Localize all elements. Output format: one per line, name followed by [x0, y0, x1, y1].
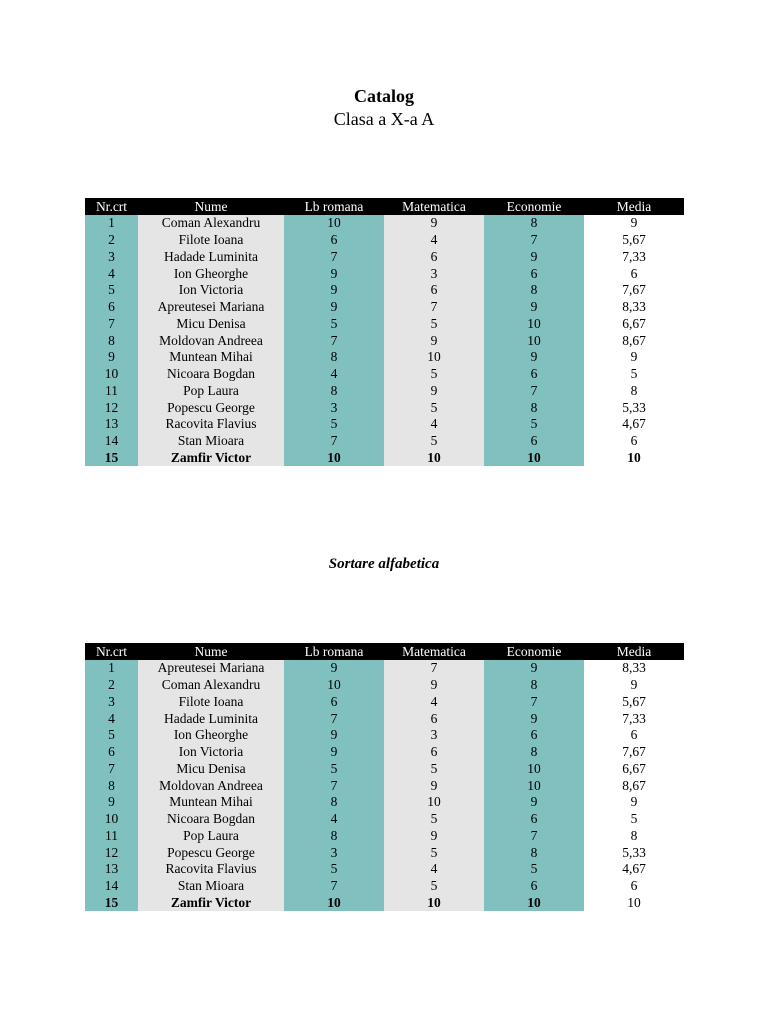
cell-media: 6,67	[584, 316, 684, 333]
cell-media: 7,67	[584, 282, 684, 299]
cell-media: 8,67	[584, 777, 684, 794]
cell-media: 5,67	[584, 232, 684, 249]
cell-media: 10	[584, 450, 684, 467]
cell-economie: 8	[484, 744, 584, 761]
cell-media: 6	[584, 727, 684, 744]
cell-nume: Coman Alexandru	[138, 215, 284, 232]
table-row	[85, 366, 684, 383]
cell-economie: 8	[484, 677, 584, 694]
cell-nr-crt: 7	[85, 761, 138, 778]
cell-matematica: 5	[384, 844, 484, 861]
cell-nr-crt: 3	[85, 694, 138, 711]
cell-nr-crt: 5	[85, 727, 138, 744]
cell-economie: 6	[484, 265, 584, 282]
cell-media: 8,33	[584, 299, 684, 316]
cell-economie: 5	[484, 861, 584, 878]
header-nume: Nume	[138, 198, 284, 215]
cell-economie: 9	[484, 710, 584, 727]
table-row	[85, 433, 684, 450]
cell-lb-romana: 4	[284, 811, 384, 828]
cell-media: 8	[584, 383, 684, 400]
cell-nr-crt: 12	[85, 844, 138, 861]
cell-media: 5,33	[584, 399, 684, 416]
cell-matematica: 4	[384, 861, 484, 878]
cell-economie: 9	[484, 794, 584, 811]
cell-lb-romana: 5	[284, 861, 384, 878]
cell-nume: Pop Laura	[138, 383, 284, 400]
cell-lb-romana: 9	[284, 282, 384, 299]
cell-nume: Ion Gheorghe	[138, 265, 284, 282]
cell-economie: 8	[484, 844, 584, 861]
cell-lb-romana: 9	[284, 744, 384, 761]
cell-nr-crt: 10	[85, 811, 138, 828]
table-row	[85, 265, 684, 282]
table-row	[85, 794, 684, 811]
table-row	[85, 215, 684, 232]
cell-lb-romana: 6	[284, 232, 384, 249]
cell-economie: 10	[484, 777, 584, 794]
cell-media: 5	[584, 811, 684, 828]
cell-media: 7,33	[584, 249, 684, 266]
cell-lb-romana: 8	[284, 383, 384, 400]
cell-lb-romana: 7	[284, 332, 384, 349]
cell-lb-romana: 8	[284, 794, 384, 811]
cell-nume: Ion Victoria	[138, 744, 284, 761]
cell-media: 4,67	[584, 861, 684, 878]
table-header-row	[85, 198, 684, 215]
cell-matematica: 7	[384, 299, 484, 316]
table-row	[85, 399, 684, 416]
cell-nr-crt: 7	[85, 316, 138, 333]
cell-lb-romana: 10	[284, 215, 384, 232]
cell-lb-romana: 9	[284, 727, 384, 744]
cell-matematica: 5	[384, 366, 484, 383]
cell-nume: Racovita Flavius	[138, 861, 284, 878]
cell-lb-romana: 9	[284, 299, 384, 316]
cell-nr-crt: 13	[85, 416, 138, 433]
table-row	[85, 282, 684, 299]
cell-media: 9	[584, 349, 684, 366]
table-row	[85, 861, 684, 878]
cell-economie: 9	[484, 349, 584, 366]
cell-nr-crt: 11	[85, 828, 138, 845]
table-row	[85, 744, 684, 761]
cell-nume: Ion Victoria	[138, 282, 284, 299]
cell-matematica: 9	[384, 828, 484, 845]
cell-economie: 6	[484, 366, 584, 383]
cell-nr-crt: 11	[85, 383, 138, 400]
table-row	[85, 316, 684, 333]
cell-economie: 7	[484, 232, 584, 249]
cell-nume: Filote Ioana	[138, 232, 284, 249]
table-row	[85, 710, 684, 727]
cell-matematica: 5	[384, 433, 484, 450]
header-economie: Economie	[484, 198, 584, 215]
cell-media: 9	[584, 215, 684, 232]
table-row	[85, 450, 684, 467]
cell-nr-crt: 2	[85, 677, 138, 694]
cell-nr-crt: 13	[85, 861, 138, 878]
document-title: Catalog	[354, 86, 414, 106]
cell-nume: Ion Gheorghe	[138, 727, 284, 744]
cell-nume: Stan Mioara	[138, 878, 284, 895]
table-row	[85, 660, 684, 677]
cell-lb-romana: 10	[284, 450, 384, 467]
cell-economie: 6	[484, 433, 584, 450]
table-row	[85, 844, 684, 861]
header-nr-crt: Nr.crt	[85, 643, 138, 660]
cell-matematica: 4	[384, 694, 484, 711]
cell-nr-crt: 3	[85, 249, 138, 266]
table-row	[85, 878, 684, 895]
table-row	[85, 828, 684, 845]
cell-matematica: 9	[384, 777, 484, 794]
cell-nume: Hadade Luminita	[138, 249, 284, 266]
cell-matematica: 9	[384, 383, 484, 400]
cell-lb-romana: 7	[284, 710, 384, 727]
cell-nr-crt: 1	[85, 660, 138, 677]
header-media: Media	[584, 643, 684, 660]
cell-economie: 8	[484, 215, 584, 232]
table-row	[85, 694, 684, 711]
cell-matematica: 6	[384, 710, 484, 727]
cell-nume: Filote Ioana	[138, 694, 284, 711]
cell-lb-romana: 9	[284, 265, 384, 282]
cell-lb-romana: 10	[284, 677, 384, 694]
table-header-row	[85, 643, 684, 660]
cell-nr-crt: 15	[85, 450, 138, 467]
header-economie: Economie	[484, 643, 584, 660]
cell-matematica: 4	[384, 232, 484, 249]
cell-nume: Zamfir Victor	[138, 895, 284, 912]
cell-nume: Muntean Mihai	[138, 349, 284, 366]
section-title: Sortare alfabetica	[328, 556, 440, 572]
cell-economie: 6	[484, 811, 584, 828]
cell-nr-crt: 15	[85, 895, 138, 912]
cell-matematica: 5	[384, 878, 484, 895]
header-media: Media	[584, 198, 684, 215]
cell-nr-crt: 9	[85, 794, 138, 811]
cell-nr-crt: 4	[85, 265, 138, 282]
cell-nr-crt: 6	[85, 744, 138, 761]
table-row	[85, 332, 684, 349]
cell-nume: Muntean Mihai	[138, 794, 284, 811]
table-row	[85, 249, 684, 266]
cell-media: 9	[584, 677, 684, 694]
cell-nr-crt: 14	[85, 433, 138, 450]
cell-nume: Coman Alexandru	[138, 677, 284, 694]
cell-matematica: 9	[384, 677, 484, 694]
cell-media: 5,33	[584, 844, 684, 861]
cell-media: 6,67	[584, 761, 684, 778]
cell-nume: Popescu George	[138, 844, 284, 861]
table-row	[85, 811, 684, 828]
cell-economie: 9	[484, 660, 584, 677]
cell-nr-crt: 10	[85, 366, 138, 383]
cell-economie: 8	[484, 399, 584, 416]
cell-economie: 9	[484, 299, 584, 316]
cell-nr-crt: 9	[85, 349, 138, 366]
cell-economie: 8	[484, 282, 584, 299]
cell-matematica: 5	[384, 399, 484, 416]
cell-nume: Pop Laura	[138, 828, 284, 845]
cell-media: 7,67	[584, 744, 684, 761]
table-row	[85, 677, 684, 694]
cell-economie: 6	[484, 727, 584, 744]
cell-lb-romana: 6	[284, 694, 384, 711]
sorted-table	[85, 643, 684, 911]
table-row	[85, 232, 684, 249]
cell-nr-crt: 4	[85, 710, 138, 727]
table-row	[85, 416, 684, 433]
cell-lb-romana: 10	[284, 895, 384, 912]
cell-media: 8,33	[584, 660, 684, 677]
cell-nr-crt: 14	[85, 878, 138, 895]
cell-nume: Nicoara Bogdan	[138, 811, 284, 828]
cell-lb-romana: 4	[284, 366, 384, 383]
cell-matematica: 6	[384, 282, 484, 299]
cell-economie: 7	[484, 694, 584, 711]
cell-economie: 5	[484, 416, 584, 433]
cell-lb-romana: 5	[284, 761, 384, 778]
sorted-table-body	[85, 660, 684, 911]
cell-economie: 10	[484, 332, 584, 349]
cell-matematica: 4	[384, 416, 484, 433]
cell-nume: Nicoara Bogdan	[138, 366, 284, 383]
cell-nume: Micu Denisa	[138, 316, 284, 333]
cell-nume: Racovita Flavius	[138, 416, 284, 433]
cell-nume: Popescu George	[138, 399, 284, 416]
header-nume: Nume	[138, 643, 284, 660]
cell-economie: 10	[484, 450, 584, 467]
cell-matematica: 10	[384, 450, 484, 467]
cell-media: 10	[584, 895, 684, 912]
document-subtitle: Clasa a X-a A	[333, 109, 435, 129]
cell-matematica: 9	[384, 215, 484, 232]
cell-nume: Hadade Luminita	[138, 710, 284, 727]
table-row	[85, 777, 684, 794]
cell-media: 8,67	[584, 332, 684, 349]
table-row	[85, 727, 684, 744]
table-row	[85, 299, 684, 316]
cell-economie: 9	[484, 249, 584, 266]
cell-nr-crt: 1	[85, 215, 138, 232]
cell-media: 6	[584, 878, 684, 895]
cell-lb-romana: 7	[284, 777, 384, 794]
cell-media: 4,67	[584, 416, 684, 433]
cell-economie: 6	[484, 878, 584, 895]
cell-nr-crt: 8	[85, 777, 138, 794]
cell-economie: 10	[484, 316, 584, 333]
cell-nume: Moldovan Andreea	[138, 332, 284, 349]
cell-matematica: 3	[384, 727, 484, 744]
cell-lb-romana: 5	[284, 316, 384, 333]
cell-media: 5,67	[584, 694, 684, 711]
cell-economie: 10	[484, 761, 584, 778]
cell-matematica: 5	[384, 316, 484, 333]
header-matematica: Matematica	[384, 198, 484, 215]
cell-lb-romana: 3	[284, 399, 384, 416]
header-matematica: Matematica	[384, 643, 484, 660]
cell-matematica: 6	[384, 744, 484, 761]
cell-lb-romana: 8	[284, 828, 384, 845]
cell-matematica: 10	[384, 895, 484, 912]
cell-economie: 10	[484, 895, 584, 912]
header-nr-crt: Nr.crt	[85, 198, 138, 215]
cell-economie: 7	[484, 828, 584, 845]
cell-lb-romana: 7	[284, 878, 384, 895]
cell-nume: Apreutesei Mariana	[138, 299, 284, 316]
cell-media: 9	[584, 794, 684, 811]
cell-matematica: 7	[384, 660, 484, 677]
table-row	[85, 761, 684, 778]
cell-nr-crt: 5	[85, 282, 138, 299]
cell-media: 7,33	[584, 710, 684, 727]
cell-lb-romana: 7	[284, 433, 384, 450]
cell-matematica: 5	[384, 811, 484, 828]
cell-nr-crt: 12	[85, 399, 138, 416]
cell-media: 6	[584, 433, 684, 450]
header-lb-romana: Lb romana	[284, 198, 384, 215]
cell-nr-crt: 6	[85, 299, 138, 316]
cell-nume: Zamfir Victor	[138, 450, 284, 467]
cell-matematica: 10	[384, 349, 484, 366]
header-lb-romana: Lb romana	[284, 643, 384, 660]
cell-nr-crt: 8	[85, 332, 138, 349]
table-row	[85, 349, 684, 366]
cell-media: 6	[584, 265, 684, 282]
cell-media: 5	[584, 366, 684, 383]
cell-matematica: 5	[384, 761, 484, 778]
cell-nume: Moldovan Andreea	[138, 777, 284, 794]
cell-lb-romana: 3	[284, 844, 384, 861]
cell-lb-romana: 7	[284, 249, 384, 266]
cell-lb-romana: 5	[284, 416, 384, 433]
cell-matematica: 9	[384, 332, 484, 349]
cell-lb-romana: 8	[284, 349, 384, 366]
cell-matematica: 10	[384, 794, 484, 811]
cell-nume: Apreutesei Mariana	[138, 660, 284, 677]
cell-nr-crt: 2	[85, 232, 138, 249]
cell-nume: Stan Mioara	[138, 433, 284, 450]
table-row	[85, 895, 684, 912]
catalog-table-body	[85, 215, 684, 466]
cell-economie: 7	[484, 383, 584, 400]
catalog-table	[85, 198, 684, 466]
cell-nume: Micu Denisa	[138, 761, 284, 778]
table-row	[85, 383, 684, 400]
cell-matematica: 3	[384, 265, 484, 282]
cell-media: 8	[584, 828, 684, 845]
cell-matematica: 6	[384, 249, 484, 266]
cell-lb-romana: 9	[284, 660, 384, 677]
